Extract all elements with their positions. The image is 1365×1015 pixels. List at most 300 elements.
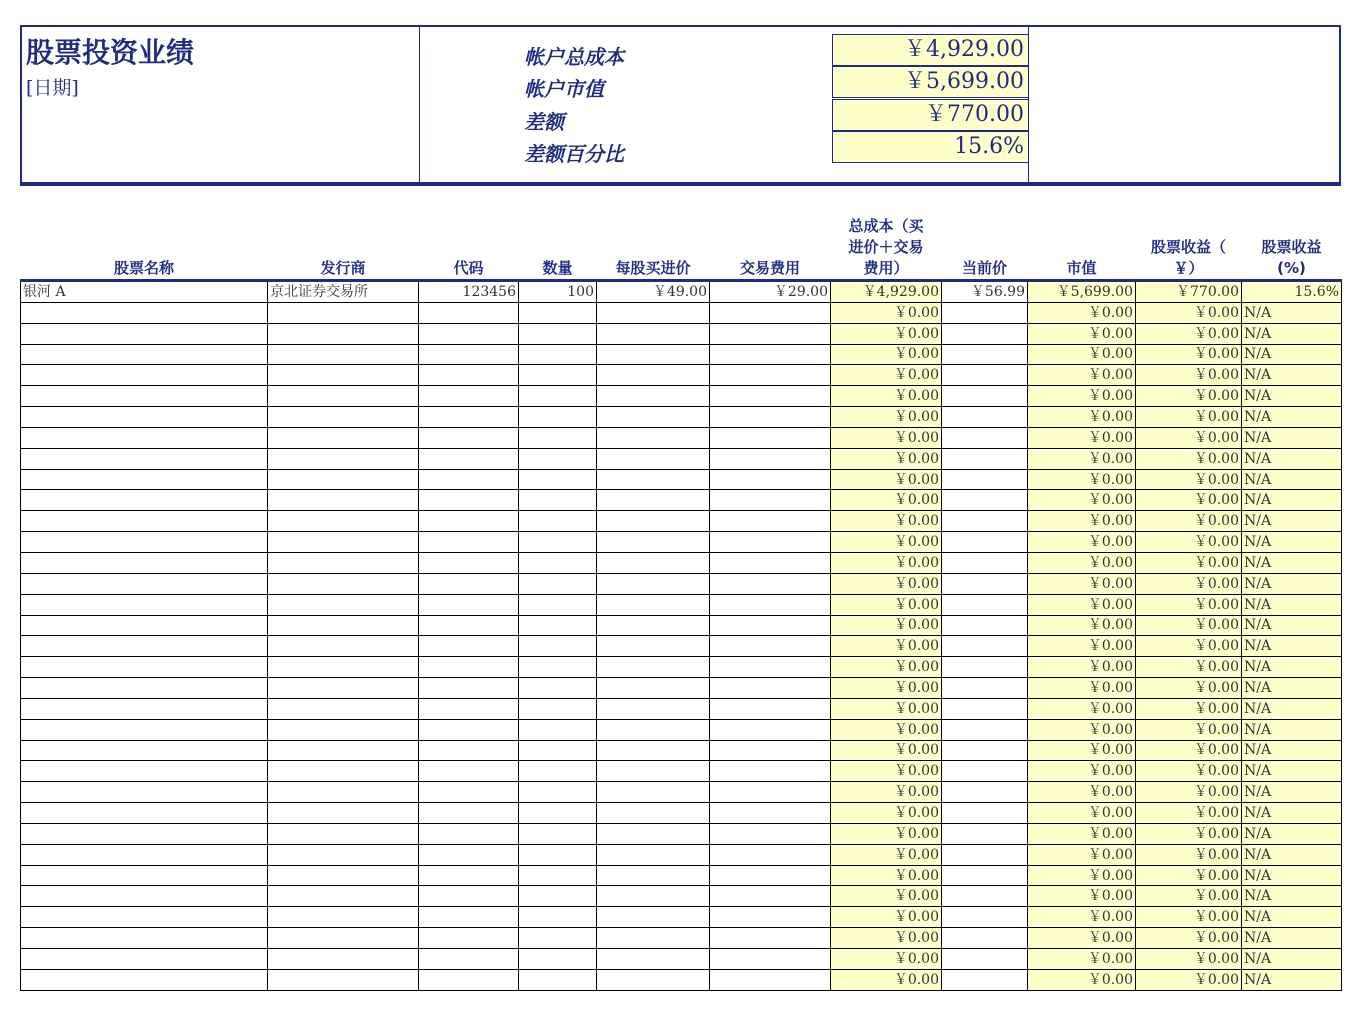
cell-gain[interactable]: ￥0.00 [1136, 782, 1242, 803]
cell-gain[interactable]: ￥0.00 [1136, 844, 1242, 865]
cell-market-value[interactable]: ￥0.00 [1028, 886, 1136, 907]
cell-gain[interactable]: ￥0.00 [1136, 886, 1242, 907]
cell-quantity[interactable] [519, 949, 597, 970]
cell-quantity[interactable] [519, 803, 597, 824]
cell-current-price[interactable] [942, 448, 1028, 469]
cell-gain-pct[interactable]: N/A [1242, 844, 1342, 865]
cell-total-cost[interactable]: ￥0.00 [831, 323, 942, 344]
cell-fee[interactable] [710, 886, 831, 907]
cell-gain-pct[interactable]: N/A [1242, 719, 1342, 740]
cell-fee[interactable] [710, 740, 831, 761]
cell-gain[interactable]: ￥0.00 [1136, 865, 1242, 886]
cell-total-cost[interactable]: ￥0.00 [831, 469, 942, 490]
cell-fee[interactable] [710, 678, 831, 699]
cell-current-price[interactable] [942, 532, 1028, 553]
cell-fee[interactable] [710, 386, 831, 407]
cell-buy-price[interactable] [597, 949, 710, 970]
cell-issuer[interactable] [268, 907, 419, 928]
cell-fee[interactable] [710, 844, 831, 865]
cell-current-price[interactable] [942, 615, 1028, 636]
cell-market-value[interactable]: ￥0.00 [1028, 740, 1136, 761]
cell-buy-price[interactable] [597, 719, 710, 740]
cell-fee[interactable] [710, 344, 831, 365]
cell-name[interactable] [21, 719, 268, 740]
cell-current-price[interactable] [942, 469, 1028, 490]
cell-market-value[interactable]: ￥0.00 [1028, 594, 1136, 615]
cell-buy-price[interactable] [597, 365, 710, 386]
cell-name[interactable] [21, 803, 268, 824]
cell-gain-pct[interactable]: N/A [1242, 636, 1342, 657]
cell-name[interactable] [21, 427, 268, 448]
cell-buy-price[interactable] [597, 886, 710, 907]
cell-total-cost[interactable]: ￥0.00 [831, 949, 942, 970]
cell-market-value[interactable]: ￥0.00 [1028, 782, 1136, 803]
date-cell[interactable]: [日期] [26, 77, 79, 99]
cell-fee[interactable] [710, 657, 831, 678]
cell-gain[interactable]: ￥0.00 [1136, 511, 1242, 532]
cell-buy-price[interactable] [597, 469, 710, 490]
cell-quantity[interactable] [519, 928, 597, 949]
cell-market-value[interactable]: ￥0.00 [1028, 469, 1136, 490]
cell-name[interactable] [21, 407, 268, 428]
cell-market-value[interactable]: ￥0.00 [1028, 448, 1136, 469]
cell-buy-price[interactable] [597, 302, 710, 323]
cell-market-value[interactable]: ￥0.00 [1028, 636, 1136, 657]
cell-fee[interactable] [710, 594, 831, 615]
cell-market-value[interactable]: ￥0.00 [1028, 532, 1136, 553]
cell-quantity[interactable] [519, 865, 597, 886]
cell-issuer[interactable] [268, 782, 419, 803]
cell-fee[interactable] [710, 511, 831, 532]
cell-issuer[interactable] [268, 657, 419, 678]
cell-code[interactable] [419, 532, 519, 553]
cell-quantity[interactable] [519, 698, 597, 719]
cell-quantity[interactable] [519, 844, 597, 865]
cell-total-cost[interactable]: ￥0.00 [831, 698, 942, 719]
cell-code[interactable] [419, 782, 519, 803]
cell-code[interactable] [419, 552, 519, 573]
cell-current-price[interactable] [942, 886, 1028, 907]
cell-name[interactable] [21, 761, 268, 782]
cell-current-price[interactable] [942, 407, 1028, 428]
cell-market-value[interactable]: ￥5,699.00 [1028, 281, 1136, 303]
cell-gain-pct[interactable]: N/A [1242, 407, 1342, 428]
cell-gain[interactable]: ￥0.00 [1136, 657, 1242, 678]
cell-quantity[interactable] [519, 448, 597, 469]
cell-gain-pct[interactable]: N/A [1242, 344, 1342, 365]
cell-gain[interactable]: ￥0.00 [1136, 698, 1242, 719]
cell-gain-pct[interactable]: N/A [1242, 740, 1342, 761]
cell-issuer[interactable] [268, 761, 419, 782]
cell-gain[interactable]: ￥0.00 [1136, 490, 1242, 511]
cell-issuer[interactable] [268, 469, 419, 490]
cell-buy-price[interactable] [597, 490, 710, 511]
cell-current-price[interactable] [942, 740, 1028, 761]
cell-name[interactable] [21, 511, 268, 532]
cell-issuer[interactable] [268, 407, 419, 428]
summary-value-total-cost[interactable]: ￥4,929.00 [832, 34, 1029, 66]
cell-buy-price[interactable] [597, 323, 710, 344]
cell-current-price[interactable] [942, 302, 1028, 323]
cell-current-price[interactable] [942, 719, 1028, 740]
cell-code[interactable] [419, 344, 519, 365]
cell-quantity[interactable] [519, 678, 597, 699]
cell-gain-pct[interactable]: N/A [1242, 532, 1342, 553]
cell-name[interactable] [21, 532, 268, 553]
cell-issuer[interactable] [268, 823, 419, 844]
cell-gain[interactable]: ￥0.00 [1136, 761, 1242, 782]
cell-code[interactable] [419, 969, 519, 990]
cell-issuer[interactable] [268, 740, 419, 761]
cell-name[interactable] [21, 865, 268, 886]
cell-name[interactable] [21, 844, 268, 865]
cell-quantity[interactable] [519, 615, 597, 636]
cell-quantity[interactable]: 100 [519, 281, 597, 303]
cell-code[interactable] [419, 511, 519, 532]
cell-issuer[interactable] [268, 678, 419, 699]
cell-code[interactable] [419, 657, 519, 678]
cell-total-cost[interactable]: ￥0.00 [831, 657, 942, 678]
cell-code[interactable] [419, 448, 519, 469]
cell-fee[interactable] [710, 427, 831, 448]
cell-gain[interactable]: ￥0.00 [1136, 594, 1242, 615]
cell-issuer[interactable] [268, 511, 419, 532]
cell-total-cost[interactable]: ￥0.00 [831, 344, 942, 365]
cell-gain[interactable]: ￥770.00 [1136, 281, 1242, 303]
cell-total-cost[interactable]: ￥0.00 [831, 573, 942, 594]
cell-code[interactable] [419, 844, 519, 865]
cell-total-cost[interactable]: ￥0.00 [831, 302, 942, 323]
cell-total-cost[interactable]: ￥4,929.00 [831, 281, 942, 303]
cell-gain[interactable]: ￥0.00 [1136, 532, 1242, 553]
cell-name[interactable] [21, 657, 268, 678]
cell-current-price[interactable] [942, 928, 1028, 949]
cell-gain[interactable]: ￥0.00 [1136, 427, 1242, 448]
cell-buy-price[interactable] [597, 865, 710, 886]
cell-current-price[interactable] [942, 636, 1028, 657]
cell-name[interactable] [21, 573, 268, 594]
cell-gain-pct[interactable]: N/A [1242, 365, 1342, 386]
cell-code[interactable] [419, 365, 519, 386]
cell-fee[interactable] [710, 928, 831, 949]
cell-total-cost[interactable]: ￥0.00 [831, 907, 942, 928]
cell-buy-price[interactable] [597, 552, 710, 573]
cell-total-cost[interactable]: ￥0.00 [831, 427, 942, 448]
cell-fee[interactable] [710, 302, 831, 323]
cell-gain[interactable]: ￥0.00 [1136, 740, 1242, 761]
cell-name[interactable] [21, 615, 268, 636]
cell-quantity[interactable] [519, 323, 597, 344]
cell-issuer[interactable] [268, 427, 419, 448]
cell-code[interactable] [419, 719, 519, 740]
cell-quantity[interactable] [519, 636, 597, 657]
cell-gain-pct[interactable]: N/A [1242, 594, 1342, 615]
cell-current-price[interactable] [942, 844, 1028, 865]
cell-total-cost[interactable]: ￥0.00 [831, 365, 942, 386]
cell-name[interactable] [21, 636, 268, 657]
cell-fee[interactable] [710, 907, 831, 928]
cell-quantity[interactable] [519, 657, 597, 678]
cell-code[interactable]: 123456 [419, 281, 519, 303]
cell-total-cost[interactable]: ￥0.00 [831, 448, 942, 469]
cell-fee[interactable] [710, 469, 831, 490]
cell-gain-pct[interactable]: N/A [1242, 302, 1342, 323]
cell-quantity[interactable] [519, 511, 597, 532]
cell-market-value[interactable]: ￥0.00 [1028, 803, 1136, 824]
cell-market-value[interactable]: ￥0.00 [1028, 552, 1136, 573]
cell-market-value[interactable]: ￥0.00 [1028, 949, 1136, 970]
cell-gain-pct[interactable]: N/A [1242, 427, 1342, 448]
cell-buy-price[interactable] [597, 678, 710, 699]
cell-buy-price[interactable] [597, 615, 710, 636]
cell-issuer[interactable] [268, 490, 419, 511]
cell-code[interactable] [419, 636, 519, 657]
cell-current-price[interactable] [942, 657, 1028, 678]
cell-issuer[interactable] [268, 615, 419, 636]
cell-market-value[interactable]: ￥0.00 [1028, 719, 1136, 740]
cell-market-value[interactable]: ￥0.00 [1028, 427, 1136, 448]
cell-code[interactable] [419, 490, 519, 511]
cell-current-price[interactable] [942, 678, 1028, 699]
cell-fee[interactable] [710, 719, 831, 740]
cell-code[interactable] [419, 594, 519, 615]
summary-value-difference[interactable]: ￥770.00 [832, 99, 1029, 131]
col-header-code[interactable]: 代码 [419, 212, 519, 281]
cell-quantity[interactable] [519, 594, 597, 615]
cell-market-value[interactable]: ￥0.00 [1028, 865, 1136, 886]
cell-code[interactable] [419, 573, 519, 594]
cell-code[interactable] [419, 761, 519, 782]
cell-total-cost[interactable]: ￥0.00 [831, 844, 942, 865]
cell-issuer[interactable] [268, 573, 419, 594]
cell-gain-pct[interactable]: N/A [1242, 386, 1342, 407]
cell-buy-price[interactable] [597, 511, 710, 532]
cell-total-cost[interactable]: ￥0.00 [831, 636, 942, 657]
cell-code[interactable] [419, 803, 519, 824]
cell-current-price[interactable] [942, 823, 1028, 844]
cell-name[interactable] [21, 949, 268, 970]
cell-quantity[interactable] [519, 532, 597, 553]
cell-market-value[interactable]: ￥0.00 [1028, 823, 1136, 844]
cell-quantity[interactable] [519, 365, 597, 386]
cell-gain[interactable]: ￥0.00 [1136, 907, 1242, 928]
cell-market-value[interactable]: ￥0.00 [1028, 657, 1136, 678]
cell-gain-pct[interactable]: 15.6% [1242, 281, 1342, 303]
cell-current-price[interactable] [942, 782, 1028, 803]
cell-quantity[interactable] [519, 469, 597, 490]
cell-market-value[interactable]: ￥0.00 [1028, 907, 1136, 928]
cell-current-price[interactable] [942, 803, 1028, 824]
cell-current-price[interactable] [942, 386, 1028, 407]
cell-gain-pct[interactable]: N/A [1242, 448, 1342, 469]
col-header-gain[interactable]: 股票收益（ ￥） [1136, 212, 1242, 281]
cell-gain-pct[interactable]: N/A [1242, 469, 1342, 490]
cell-quantity[interactable] [519, 740, 597, 761]
cell-current-price[interactable] [942, 865, 1028, 886]
cell-gain[interactable]: ￥0.00 [1136, 365, 1242, 386]
cell-gain[interactable]: ￥0.00 [1136, 719, 1242, 740]
cell-current-price[interactable]: ￥56.99 [942, 281, 1028, 303]
cell-code[interactable] [419, 823, 519, 844]
cell-fee[interactable] [710, 865, 831, 886]
cell-market-value[interactable]: ￥0.00 [1028, 386, 1136, 407]
cell-market-value[interactable]: ￥0.00 [1028, 344, 1136, 365]
cell-gain[interactable]: ￥0.00 [1136, 344, 1242, 365]
cell-gain-pct[interactable]: N/A [1242, 552, 1342, 573]
cell-total-cost[interactable]: ￥0.00 [831, 719, 942, 740]
cell-total-cost[interactable]: ￥0.00 [831, 823, 942, 844]
cell-code[interactable] [419, 886, 519, 907]
cell-name[interactable] [21, 365, 268, 386]
cell-total-cost[interactable]: ￥0.00 [831, 678, 942, 699]
col-header-quantity[interactable]: 数量 [519, 212, 597, 281]
cell-quantity[interactable] [519, 407, 597, 428]
cell-buy-price[interactable] [597, 448, 710, 469]
cell-buy-price[interactable] [597, 823, 710, 844]
cell-fee[interactable] [710, 323, 831, 344]
cell-code[interactable] [419, 469, 519, 490]
cell-market-value[interactable]: ￥0.00 [1028, 844, 1136, 865]
cell-quantity[interactable] [519, 386, 597, 407]
cell-issuer[interactable] [268, 532, 419, 553]
cell-issuer[interactable]: 京北证券交易所 [268, 281, 419, 303]
cell-name[interactable] [21, 823, 268, 844]
cell-quantity[interactable] [519, 761, 597, 782]
cell-fee[interactable] [710, 448, 831, 469]
cell-market-value[interactable]: ￥0.00 [1028, 407, 1136, 428]
cell-name[interactable] [21, 448, 268, 469]
cell-name[interactable] [21, 907, 268, 928]
cell-name[interactable] [21, 469, 268, 490]
cell-gain-pct[interactable]: N/A [1242, 323, 1342, 344]
cell-issuer[interactable] [268, 949, 419, 970]
cell-issuer[interactable] [268, 365, 419, 386]
cell-total-cost[interactable]: ￥0.00 [831, 865, 942, 886]
cell-fee[interactable] [710, 761, 831, 782]
cell-gain-pct[interactable]: N/A [1242, 761, 1342, 782]
cell-issuer[interactable] [268, 386, 419, 407]
cell-total-cost[interactable]: ￥0.00 [831, 552, 942, 573]
cell-gain-pct[interactable]: N/A [1242, 490, 1342, 511]
cell-market-value[interactable]: ￥0.00 [1028, 969, 1136, 990]
cell-market-value[interactable]: ￥0.00 [1028, 678, 1136, 699]
cell-current-price[interactable] [942, 698, 1028, 719]
cell-total-cost[interactable]: ￥0.00 [831, 969, 942, 990]
cell-total-cost[interactable]: ￥0.00 [831, 928, 942, 949]
cell-gain[interactable]: ￥0.00 [1136, 636, 1242, 657]
cell-quantity[interactable] [519, 823, 597, 844]
cell-total-cost[interactable]: ￥0.00 [831, 594, 942, 615]
cell-fee[interactable] [710, 552, 831, 573]
col-header-total-cost[interactable]: 总成本（买 进价＋交易 费用） [831, 212, 942, 281]
cell-gain[interactable]: ￥0.00 [1136, 969, 1242, 990]
col-header-current-price[interactable]: 当前价 [942, 212, 1028, 281]
cell-gain-pct[interactable]: N/A [1242, 928, 1342, 949]
cell-code[interactable] [419, 427, 519, 448]
cell-name[interactable] [21, 552, 268, 573]
cell-gain-pct[interactable]: N/A [1242, 678, 1342, 699]
col-header-name[interactable]: 股票名称 [21, 212, 268, 281]
cell-gain[interactable]: ￥0.00 [1136, 823, 1242, 844]
cell-gain[interactable]: ￥0.00 [1136, 323, 1242, 344]
cell-issuer[interactable] [268, 698, 419, 719]
cell-market-value[interactable]: ￥0.00 [1028, 490, 1136, 511]
cell-current-price[interactable] [942, 594, 1028, 615]
cell-gain-pct[interactable]: N/A [1242, 615, 1342, 636]
cell-buy-price[interactable] [597, 344, 710, 365]
cell-issuer[interactable] [268, 302, 419, 323]
cell-code[interactable] [419, 302, 519, 323]
cell-quantity[interactable] [519, 302, 597, 323]
cell-issuer[interactable] [268, 803, 419, 824]
cell-current-price[interactable] [942, 552, 1028, 573]
cell-current-price[interactable] [942, 761, 1028, 782]
cell-gain[interactable]: ￥0.00 [1136, 573, 1242, 594]
cell-issuer[interactable] [268, 448, 419, 469]
cell-name[interactable] [21, 323, 268, 344]
cell-fee[interactable] [710, 532, 831, 553]
cell-code[interactable] [419, 678, 519, 699]
col-header-gain-pct[interactable]: 股票收益 (%) [1242, 212, 1342, 281]
cell-total-cost[interactable]: ￥0.00 [831, 615, 942, 636]
cell-gain-pct[interactable]: N/A [1242, 511, 1342, 532]
cell-gain[interactable]: ￥0.00 [1136, 678, 1242, 699]
cell-name[interactable] [21, 386, 268, 407]
cell-current-price[interactable] [942, 365, 1028, 386]
cell-fee[interactable] [710, 803, 831, 824]
cell-fee[interactable] [710, 573, 831, 594]
cell-issuer[interactable] [268, 344, 419, 365]
cell-buy-price[interactable] [597, 594, 710, 615]
cell-fee[interactable] [710, 490, 831, 511]
cell-issuer[interactable] [268, 594, 419, 615]
cell-current-price[interactable] [942, 907, 1028, 928]
cell-gain[interactable]: ￥0.00 [1136, 615, 1242, 636]
cell-gain[interactable]: ￥0.00 [1136, 469, 1242, 490]
cell-gain-pct[interactable]: N/A [1242, 865, 1342, 886]
cell-gain[interactable]: ￥0.00 [1136, 407, 1242, 428]
cell-fee[interactable] [710, 636, 831, 657]
cell-code[interactable] [419, 323, 519, 344]
cell-buy-price[interactable] [597, 407, 710, 428]
cell-issuer[interactable] [268, 719, 419, 740]
cell-total-cost[interactable]: ￥0.00 [831, 490, 942, 511]
cell-current-price[interactable] [942, 573, 1028, 594]
cell-code[interactable] [419, 907, 519, 928]
cell-name[interactable]: 银河 A [21, 281, 268, 303]
cell-buy-price[interactable] [597, 657, 710, 678]
cell-fee[interactable] [710, 782, 831, 803]
cell-current-price[interactable] [942, 511, 1028, 532]
cell-buy-price[interactable] [597, 698, 710, 719]
cell-market-value[interactable]: ￥0.00 [1028, 573, 1136, 594]
cell-market-value[interactable]: ￥0.00 [1028, 365, 1136, 386]
cell-name[interactable] [21, 678, 268, 699]
cell-issuer[interactable] [268, 969, 419, 990]
cell-gain[interactable]: ￥0.00 [1136, 302, 1242, 323]
cell-market-value[interactable]: ￥0.00 [1028, 761, 1136, 782]
cell-name[interactable] [21, 490, 268, 511]
cell-code[interactable] [419, 865, 519, 886]
cell-fee[interactable] [710, 615, 831, 636]
cell-market-value[interactable]: ￥0.00 [1028, 302, 1136, 323]
cell-gain-pct[interactable]: N/A [1242, 698, 1342, 719]
cell-name[interactable] [21, 344, 268, 365]
cell-buy-price[interactable] [597, 636, 710, 657]
cell-total-cost[interactable]: ￥0.00 [831, 511, 942, 532]
cell-buy-price[interactable] [597, 782, 710, 803]
cell-quantity[interactable] [519, 969, 597, 990]
